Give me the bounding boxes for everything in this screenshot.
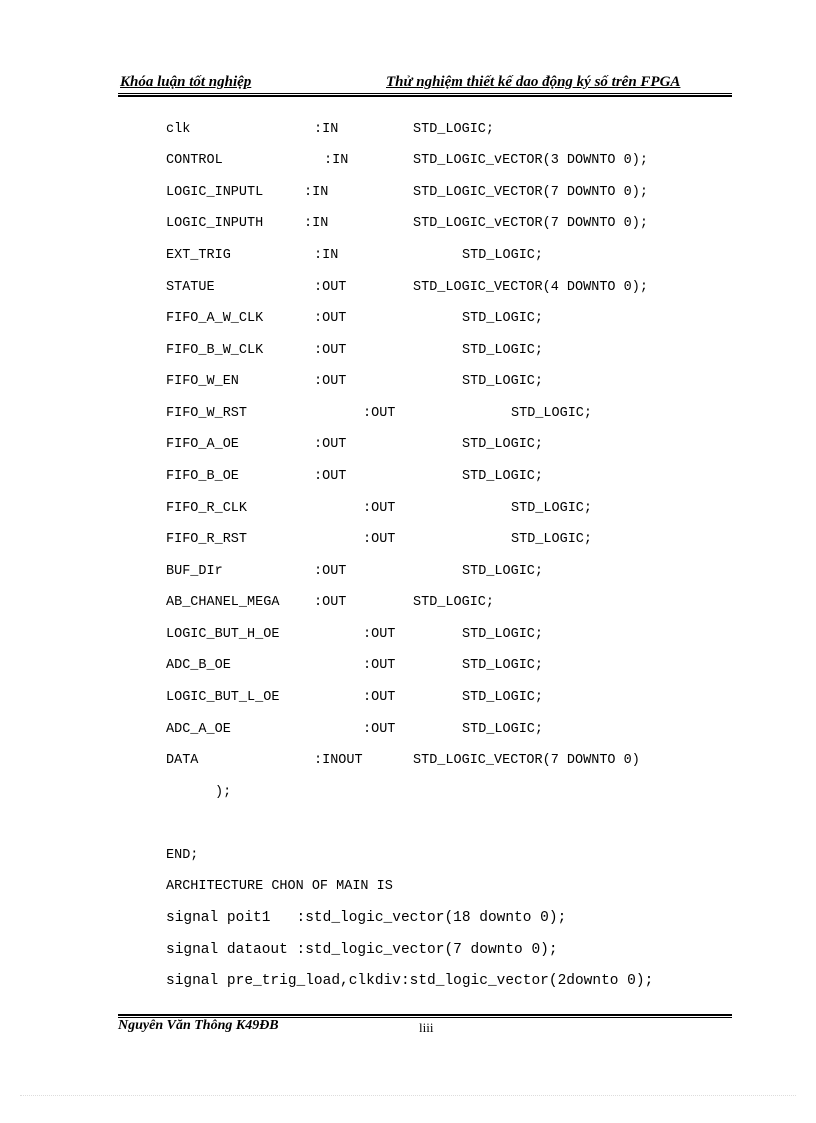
end-statement: END; bbox=[166, 848, 199, 863]
port-name: ADC_B_OE bbox=[166, 658, 231, 673]
signal-declaration: signal poit1 :std_logic_vector(18 downto 0); bbox=[166, 910, 567, 926]
signal-declaration: signal dataout :std_logic_vector(7 downto 0); bbox=[166, 942, 558, 958]
port-type: STD_LOGIC; bbox=[511, 406, 593, 421]
port-name: clk bbox=[166, 122, 191, 137]
header-title-right: Thử nghiệm thiết kế dao động ký số trên FPGA bbox=[386, 74, 681, 90]
port-name: CONTROL bbox=[166, 153, 223, 168]
signal-declaration: signal pre_trig_load,clkdiv:std_logic_vector(2downto 0); bbox=[166, 973, 654, 989]
port-type: STD_LOGIC; bbox=[511, 532, 593, 547]
port-dir: :IN bbox=[304, 185, 329, 200]
header-rule-thin bbox=[118, 93, 732, 94]
port-type: STD_LOGIC; bbox=[462, 564, 544, 579]
port-name: FIFO_A_W_CLK bbox=[166, 311, 264, 326]
footer-author: Nguyên Văn Thông K49ĐB bbox=[118, 1018, 279, 1033]
port-type: STD_LOGIC; bbox=[462, 248, 544, 263]
header-title-left: Khóa luận tốt nghiệp bbox=[120, 74, 252, 90]
port-dir: :OUT bbox=[363, 690, 396, 705]
close-paren: ); bbox=[215, 785, 232, 800]
port-dir: :OUT bbox=[314, 595, 347, 610]
port-dir: :OUT bbox=[363, 532, 396, 547]
port-dir: :IN bbox=[314, 248, 339, 263]
port-name: EXT_TRIG bbox=[166, 248, 231, 263]
port-type: STD_LOGIC_VECTOR(4 DOWNTO 0); bbox=[413, 280, 648, 295]
port-type: STD_LOGIC; bbox=[413, 122, 495, 137]
port-dir: :OUT bbox=[314, 469, 347, 484]
port-name: LOGIC_INPUTL bbox=[166, 185, 264, 200]
port-name: LOGIC_INPUTH bbox=[166, 216, 264, 231]
port-dir: :IN bbox=[324, 153, 349, 168]
port-dir: :OUT bbox=[363, 501, 396, 516]
port-name: FIFO_R_CLK bbox=[166, 501, 248, 516]
port-type: STD_LOGIC; bbox=[462, 627, 544, 642]
page-edge-dotted-line bbox=[20, 1095, 796, 1096]
architecture-statement: ARCHITECTURE CHON OF MAIN IS bbox=[166, 879, 393, 894]
port-dir: :OUT bbox=[314, 437, 347, 452]
port-type: STD_LOGIC; bbox=[462, 658, 544, 673]
port-type: STD_LOGIC; bbox=[462, 690, 544, 705]
port-name: STATUE bbox=[166, 280, 215, 295]
port-type: STD_LOGIC_vECTOR(3 DOWNTO 0); bbox=[413, 153, 648, 168]
port-name: BUF_DIr bbox=[166, 564, 223, 579]
port-type: STD_LOGIC; bbox=[462, 722, 544, 737]
port-dir: :OUT bbox=[363, 406, 396, 421]
port-dir: :OUT bbox=[363, 658, 396, 673]
port-dir: :IN bbox=[314, 122, 339, 137]
port-name: LOGIC_BUT_L_OE bbox=[166, 690, 280, 705]
port-dir: :OUT bbox=[314, 343, 347, 358]
port-dir: :OUT bbox=[363, 627, 396, 642]
port-dir: :INOUT bbox=[314, 753, 363, 768]
port-dir: :OUT bbox=[314, 311, 347, 326]
footer-page-number: liii bbox=[419, 1020, 434, 1035]
port-dir: :OUT bbox=[363, 722, 396, 737]
port-type: STD_LOGIC; bbox=[462, 437, 544, 452]
port-type: STD_LOGIC; bbox=[462, 311, 544, 326]
port-name: FIFO_B_OE bbox=[166, 469, 239, 484]
port-dir: :OUT bbox=[314, 374, 347, 389]
port-dir: :IN bbox=[304, 216, 329, 231]
port-type: STD_LOGIC; bbox=[511, 501, 593, 516]
port-name: ADC_A_OE bbox=[166, 722, 231, 737]
port-type: STD_LOGIC; bbox=[462, 343, 544, 358]
port-type: STD_LOGIC_VECTOR(7 DOWNTO 0); bbox=[413, 185, 648, 200]
port-type: STD_LOGIC; bbox=[462, 469, 544, 484]
port-name: AB_CHANEL_MEGA bbox=[166, 595, 280, 610]
port-name: FIFO_A_OE bbox=[166, 437, 239, 452]
port-name: FIFO_W_RST bbox=[166, 406, 248, 421]
port-name: LOGIC_BUT_H_OE bbox=[166, 627, 280, 642]
footer-rule-thick bbox=[118, 1014, 732, 1016]
port-name: FIFO_W_EN bbox=[166, 374, 239, 389]
port-type: STD_LOGIC; bbox=[462, 374, 544, 389]
port-name: FIFO_R_RST bbox=[166, 532, 248, 547]
header-rule-thick bbox=[118, 95, 732, 97]
port-name: FIFO_B_W_CLK bbox=[166, 343, 264, 358]
port-dir: :OUT bbox=[314, 280, 347, 295]
port-name: DATA bbox=[166, 753, 199, 768]
port-dir: :OUT bbox=[314, 564, 347, 579]
port-type: STD_LOGIC_vECTOR(7 DOWNTO 0); bbox=[413, 216, 648, 231]
port-type: STD_LOGIC_VECTOR(7 DOWNTO 0) bbox=[413, 753, 640, 768]
port-type: STD_LOGIC; bbox=[413, 595, 495, 610]
